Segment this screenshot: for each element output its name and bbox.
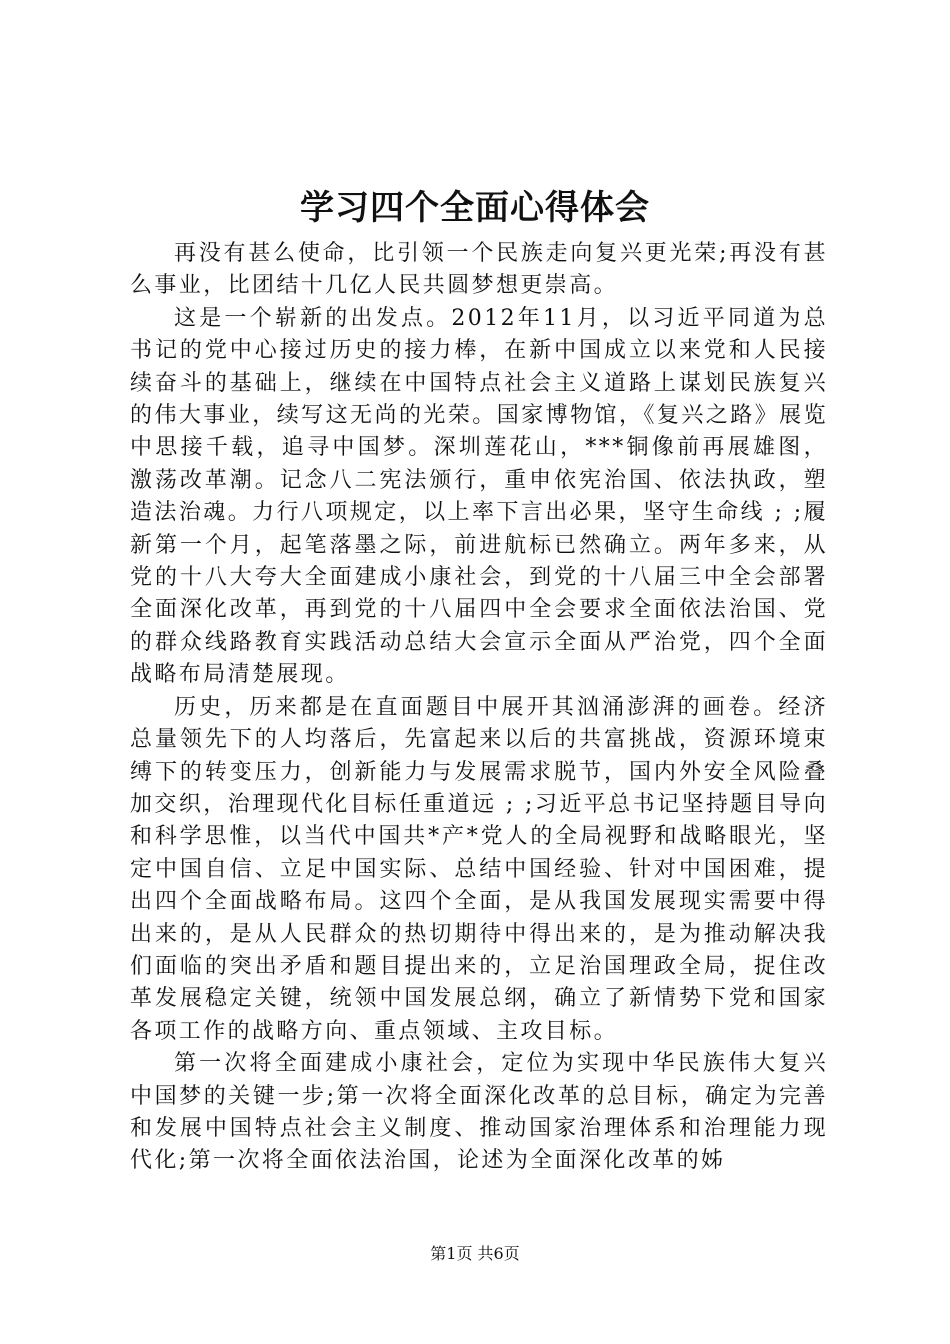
document-title: 学习四个全面心得体会 — [300, 188, 650, 228]
paragraph: 再没有甚么使命，比引领一个民族走向复兴更光荣;再没有甚么事业，比团结十几亿人民共圆梦想更崇高。 — [130, 241, 828, 299]
page-number-footer: 第1页 共6页 — [430, 1244, 520, 1263]
paragraph: 这是一个崭新的出发点。2012年11月，以习近平同道为总书记的党中心接过历史的接力棒，在新中国成立以来党和人民接续奋斗的基础上，继续在中国特点社会主义道路上谋划民族复兴的伟大事业，续写这无尚的光荣。国家博物馆，《复兴之路》展览中思接千载，追寻中国梦。深圳莲花山，***铜像前再展雄图，激荡改革潮。记念八二宪法颁行，重申依宪治国、依法执政，塑造法治魂。力行八项规定，以上率下言出必果，坚守生命线 ; ;履新第一个月，起笔落墨之际，前进航标已然确立。两年多来，从党的十八大夸大全面建成小康社会，到党的十八届三中全会部署全面深化改革，再到党的十八届四中全会要求全面依法治国、党的群众线路教育实践活动总结大会宣示全面从严治党，四个全面战略布局清楚展现。 — [130, 305, 828, 688]
paragraph: 历史，历来都是在直面题目中展开其汹涌澎湃的画卷。经济总量领先下的人均落后，先富起来以后的共富挑战，资源环境束缚下的转变压力，创新能力与发展需求脱节，国内外安全风险叠加交织，治理现代化目标任重道远 ; ;习近平总书记坚持题目导向和科学思惟，以当代中国共*产*党人的全局视野和战略眼光，坚定中国自信、立足中国实际、总结中国经验、针对中国困难，提出四个全面战略布局。这四个全面，是从我国发展现实需要中得出来的，是从人民群众的热切期待中得出来的，是为推动解决我们面临的突出矛盾和题目提出来的，立足治国理政全局，捉住改革发展稳定关键，统领中国发展总纲，确立了新情势下党和国家各项工作的战略方向、重点领域、主攻目标。 — [130, 694, 828, 1044]
document-body — [130, 238, 828, 1178]
paragraph: 第一次将全面建成小康社会，定位为实现中华民族伟大复兴中国梦的关键一步;第一次将全面深化改革的总目标，确定为完善和发展中国特点社会主义制度、推动国家治理体系和治理能力现代化;第一次将全面依法治国，论述为全面深化改革的姊 — [130, 1051, 828, 1174]
